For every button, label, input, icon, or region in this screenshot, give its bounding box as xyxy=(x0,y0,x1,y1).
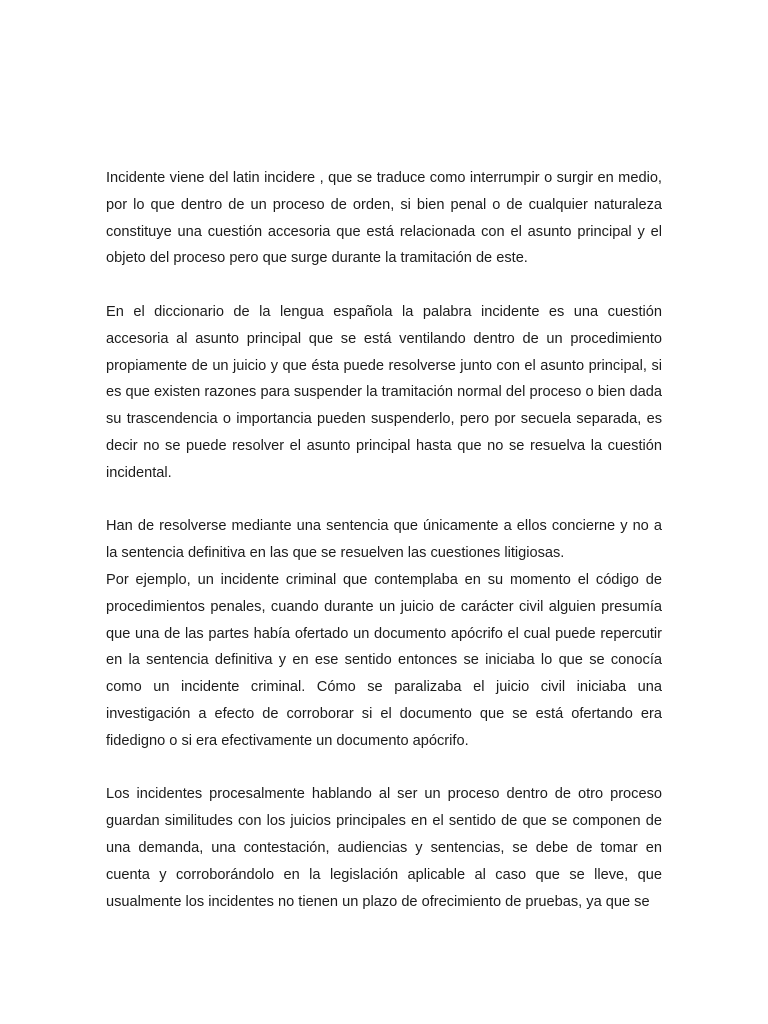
paragraph-spacer xyxy=(106,272,662,299)
paragraph-1: Incidente viene del latin incidere , que se traduce como interrumpir o surgir en medio, por lo que dentro de un proceso de orden, si bien penal o de cualquier naturaleza constituye una cuestión accesoria que está relacionada con el asunto principal y el objeto del proceso pero que surge durante la tramitación de este. xyxy=(106,170,662,267)
paragraph-3: Han de resolverse mediante una sentencia que únicamente a ellos concierne y no a la sentencia definitiva en las que se resuelven las cuestiones litigiosas. xyxy=(106,518,662,562)
paragraph-spacer xyxy=(106,755,662,782)
document-body xyxy=(106,165,662,915)
paragraph-4: Por ejemplo, un incidente criminal que contemplaba en su momento el código de procedimientos penales, cuando durante un juicio de carácter civil alguien presumía que una de las partes había ofertado un documento apócrifo el cual puede repercutir en la sentencia definitiva y en ese sentido entonces se iniciaba lo que se conocía como un incidente criminal. Cómo se paralizaba el juicio civil iniciaba una investigación a efecto de corroborar si el documento que se está ofertando era fidedigno o si era efectivamente un documento apócrifo. xyxy=(106,571,662,749)
paragraph-5: Los incidentes procesalmente hablando al ser un proceso dentro de otro proceso guardan similitudes con los juicios principales en el sentido de que se componen de una demanda, una contestación, audiencias y sentencias, se debe de tomar en cuenta y corroborándolo en la legislación aplicable al caso que se lleve, que usualmente los incidentes no tienen un plazo de ofrecimiento de pruebas, ya que se xyxy=(106,786,662,910)
paragraph-2: En el diccionario de la lengua española la palabra incidente es una cuestión accesoria al asunto principal que se está ventilando dentro de un procedimiento propiamente de un juicio y que ésta puede resolverse junto con el asunto principal, si es que existen razones para suspender la tramitación normal del proceso o bien dada su trascendencia o importancia pueden suspenderlo, pero por secuela separada, es decir no se puede resolver el asunto principal hasta que no se resuelva la cuestión incidental. xyxy=(106,303,662,481)
paragraph-spacer xyxy=(106,487,662,514)
